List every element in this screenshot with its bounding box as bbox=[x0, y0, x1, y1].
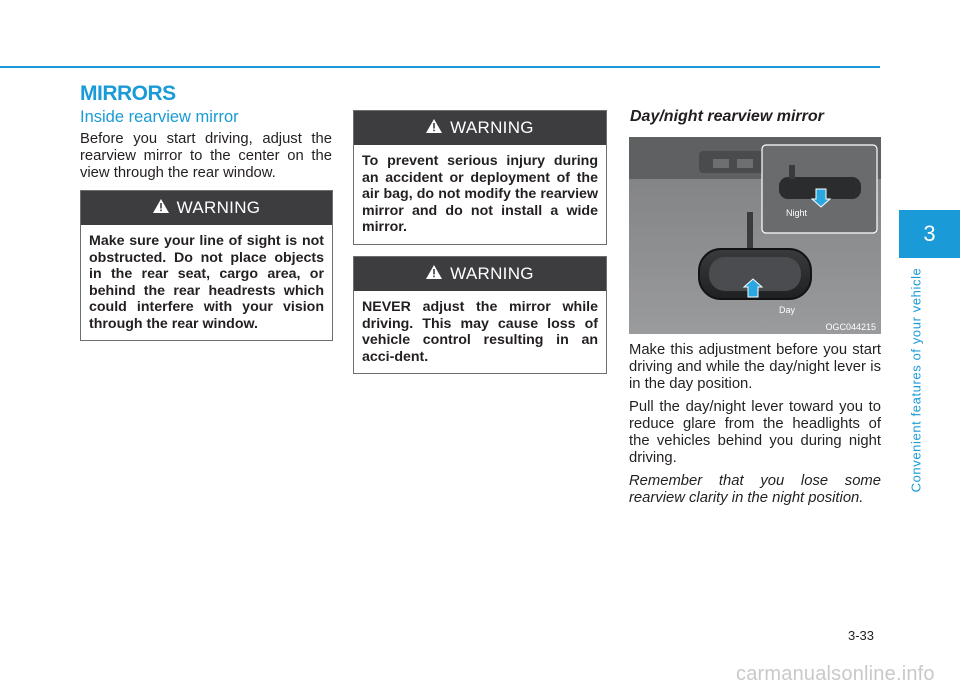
daynight-paragraph: Pull the day/night lever toward you to reduce glare from the headlights of the vehicles behind you during night driving. bbox=[629, 399, 881, 466]
subheading: Inside rearview mirror bbox=[80, 108, 239, 126]
warning-box-sight bbox=[80, 190, 333, 341]
warning-box-modify bbox=[353, 110, 607, 245]
warning-text: NEVER adjust the mirror while driving. This may cause loss of vehicle control resulting in an acci-dent. bbox=[362, 299, 598, 365]
warning-triangle-icon bbox=[426, 264, 442, 284]
warning-box-driving bbox=[353, 256, 607, 374]
warning-text: Make sure your line of sight is not obstructed. Do not place objects in the rear seat, cargo area, or behind the rear headrests which could interfere with your vision through the rear window. bbox=[89, 233, 324, 332]
daynight-paragraph: Make this adjustment before you start driving and while the day/night lever is in the day position. bbox=[629, 342, 881, 392]
daynight-note: Remember that you lose some rearview clarity in the night position. bbox=[629, 473, 881, 506]
warning-header bbox=[354, 111, 606, 145]
watermark: carmanualsonline.info bbox=[736, 663, 935, 685]
chapter-title bbox=[907, 265, 925, 495]
chapter-tab: 3 bbox=[899, 210, 960, 258]
warning-triangle-icon bbox=[426, 118, 442, 138]
daynight-heading: Day/night rearview mirror bbox=[630, 108, 824, 125]
warning-label: WARNING bbox=[450, 264, 534, 283]
rearview-mirror-photo bbox=[629, 137, 881, 334]
page-number: 3-33 bbox=[848, 628, 875, 643]
warning-triangle-icon bbox=[153, 198, 169, 218]
day-label: Day bbox=[779, 305, 796, 315]
warning-text: To prevent serious injury during an accident or deployment of the air bag, do not modify the rearview mirror and do not install a wide mirror. bbox=[362, 153, 598, 235]
warning-label: WARNING bbox=[176, 198, 261, 217]
daynight-text bbox=[629, 342, 881, 513]
section-title: MIRRORS bbox=[80, 82, 176, 105]
chapter-title-text: Convenient features of your vehicle bbox=[908, 267, 924, 493]
image-code: OGC044215 bbox=[825, 322, 876, 332]
warning-label: WARNING bbox=[450, 118, 534, 137]
top-rule bbox=[0, 66, 880, 68]
warning-header bbox=[354, 257, 606, 291]
intro-text: Before you start driving, adjust the rearview mirror to the center on the view through the rear window. bbox=[80, 131, 332, 181]
warning-header bbox=[81, 191, 332, 225]
night-label: Night bbox=[786, 208, 808, 218]
